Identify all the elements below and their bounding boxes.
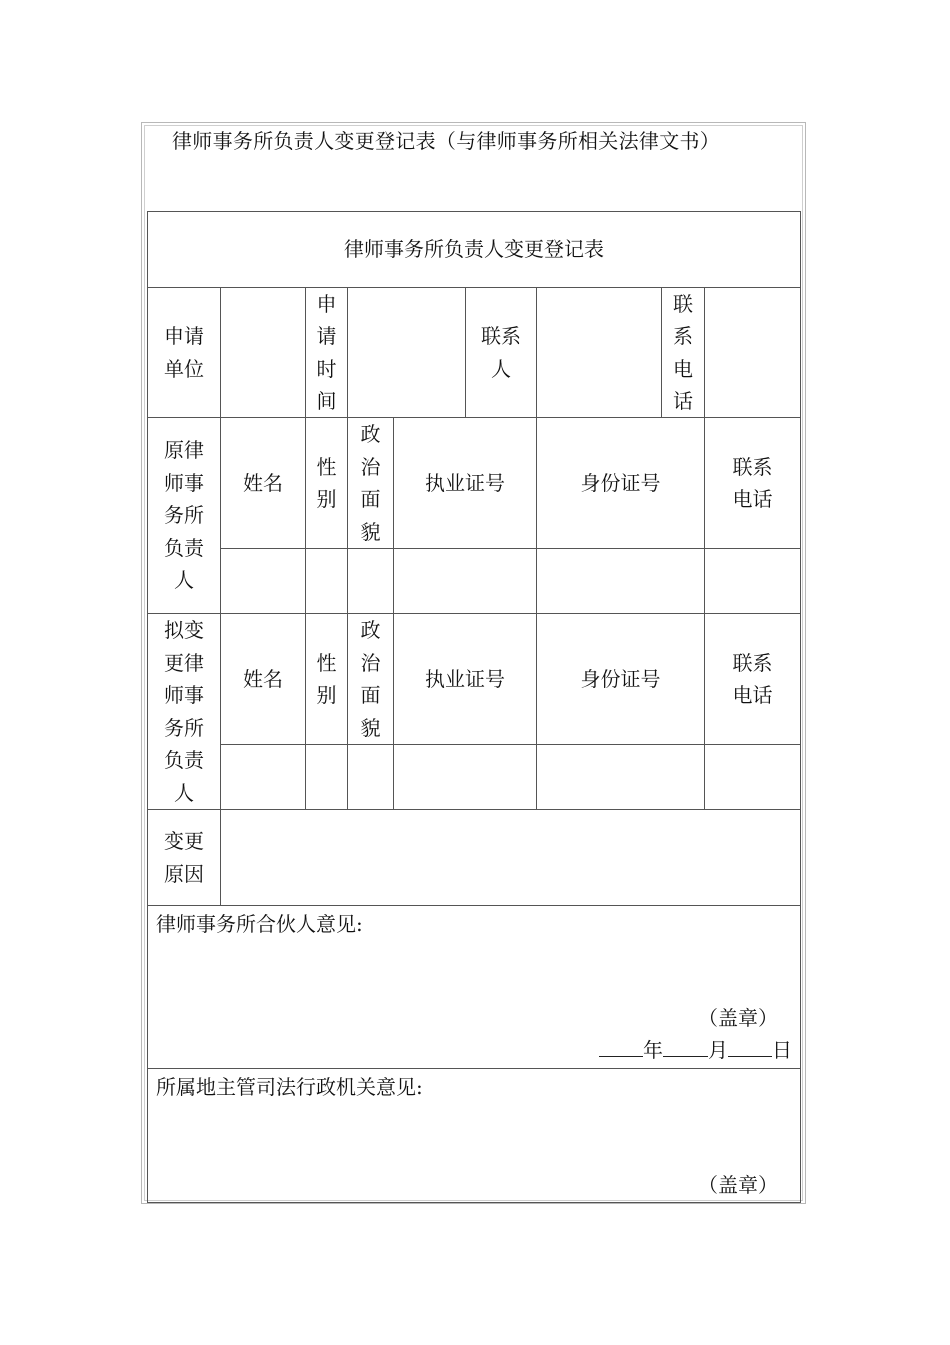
orig-phone-header	[704, 417, 801, 549]
new-political-field[interactable]	[347, 744, 394, 810]
partners-seal: （盖章）	[698, 1006, 778, 1030]
partners-opinion-label: 律师事务所合伙人意见:	[156, 912, 363, 936]
applicant-unit-label	[147, 287, 221, 418]
orig-id-text: 身份证号	[580, 470, 661, 495]
orig-name-header	[220, 417, 306, 549]
new-head-label	[147, 613, 221, 810]
document-title: 律师事务所负责人变更登记表（与律师事务所相关法律文书）	[172, 129, 721, 153]
orig-political-field[interactable]	[347, 548, 394, 614]
change-reason-field[interactable]	[220, 809, 801, 906]
form-header-text: 律师事务所负责人变更登记表	[344, 237, 604, 262]
authority-opinion-section[interactable]	[147, 1068, 801, 1203]
new-phone-text: 联系电话	[732, 650, 773, 707]
contact-phone-field[interactable]	[704, 287, 801, 418]
new-gender-text: 性别	[316, 650, 337, 707]
new-id-header	[536, 613, 705, 745]
contact-person-text: 联系人	[481, 324, 521, 381]
apply-time-label	[305, 287, 348, 418]
applicant-unit-field[interactable]	[220, 287, 306, 418]
new-head-text: 拟变更律师事务所负责人	[164, 618, 204, 805]
new-id-text: 身份证号	[580, 666, 661, 691]
new-name-text: 姓名	[243, 666, 283, 691]
orig-political-text: 政治面貌	[360, 422, 381, 544]
orig-gender-text: 性别	[316, 454, 337, 511]
original-head-text: 原律师事务所负责人	[164, 438, 204, 593]
authority-opinion-label: 所属地主管司法行政机关意见:	[156, 1075, 423, 1099]
new-license-field[interactable]	[393, 744, 537, 810]
orig-gender-header	[305, 417, 348, 549]
original-head-label	[147, 417, 221, 614]
partners-date-line	[599, 1034, 792, 1063]
new-political-text: 政治面貌	[360, 618, 381, 740]
orig-license-field[interactable]	[393, 548, 537, 614]
new-license-header	[393, 613, 537, 745]
authority-seal: （盖章）	[698, 1173, 778, 1197]
new-gender-field[interactable]	[305, 744, 348, 810]
year-blank[interactable]	[599, 1038, 643, 1057]
orig-id-header	[536, 417, 705, 549]
new-phone-field[interactable]	[704, 744, 801, 810]
month-label: 月	[708, 1038, 728, 1062]
contact-person-field[interactable]	[536, 287, 662, 418]
new-name-field[interactable]	[220, 744, 306, 810]
new-name-header	[220, 613, 306, 745]
contact-phone-label	[661, 287, 705, 418]
contact-phone-text: 联系电话	[673, 291, 693, 413]
new-gender-header	[305, 613, 348, 745]
change-reason-text: 变更原因	[164, 829, 204, 886]
partners-opinion-section[interactable]	[147, 905, 801, 1069]
orig-phone-field[interactable]	[704, 548, 801, 614]
orig-id-field[interactable]	[536, 548, 705, 614]
day-label: 日	[772, 1038, 792, 1062]
new-political-header	[347, 613, 394, 745]
new-phone-header	[704, 613, 801, 745]
new-id-field[interactable]	[536, 744, 705, 810]
applicant-unit-text: 申请单位	[164, 324, 204, 381]
registration-form	[147, 211, 801, 1203]
orig-political-header	[347, 417, 394, 549]
apply-time-text: 申请时间	[316, 291, 337, 413]
orig-license-header	[393, 417, 537, 549]
apply-time-field[interactable]	[347, 287, 466, 418]
orig-license-text: 执业证号	[425, 470, 505, 495]
orig-name-text: 姓名	[243, 470, 283, 495]
day-blank[interactable]	[728, 1038, 772, 1057]
orig-gender-field[interactable]	[305, 548, 348, 614]
year-label: 年	[643, 1038, 663, 1062]
new-license-text: 执业证号	[425, 666, 505, 691]
orig-phone-text: 联系电话	[732, 454, 773, 511]
contact-person-label	[465, 287, 537, 418]
month-blank[interactable]	[663, 1038, 708, 1057]
form-header	[147, 211, 801, 288]
change-reason-label	[147, 809, 221, 906]
orig-name-field[interactable]	[220, 548, 306, 614]
